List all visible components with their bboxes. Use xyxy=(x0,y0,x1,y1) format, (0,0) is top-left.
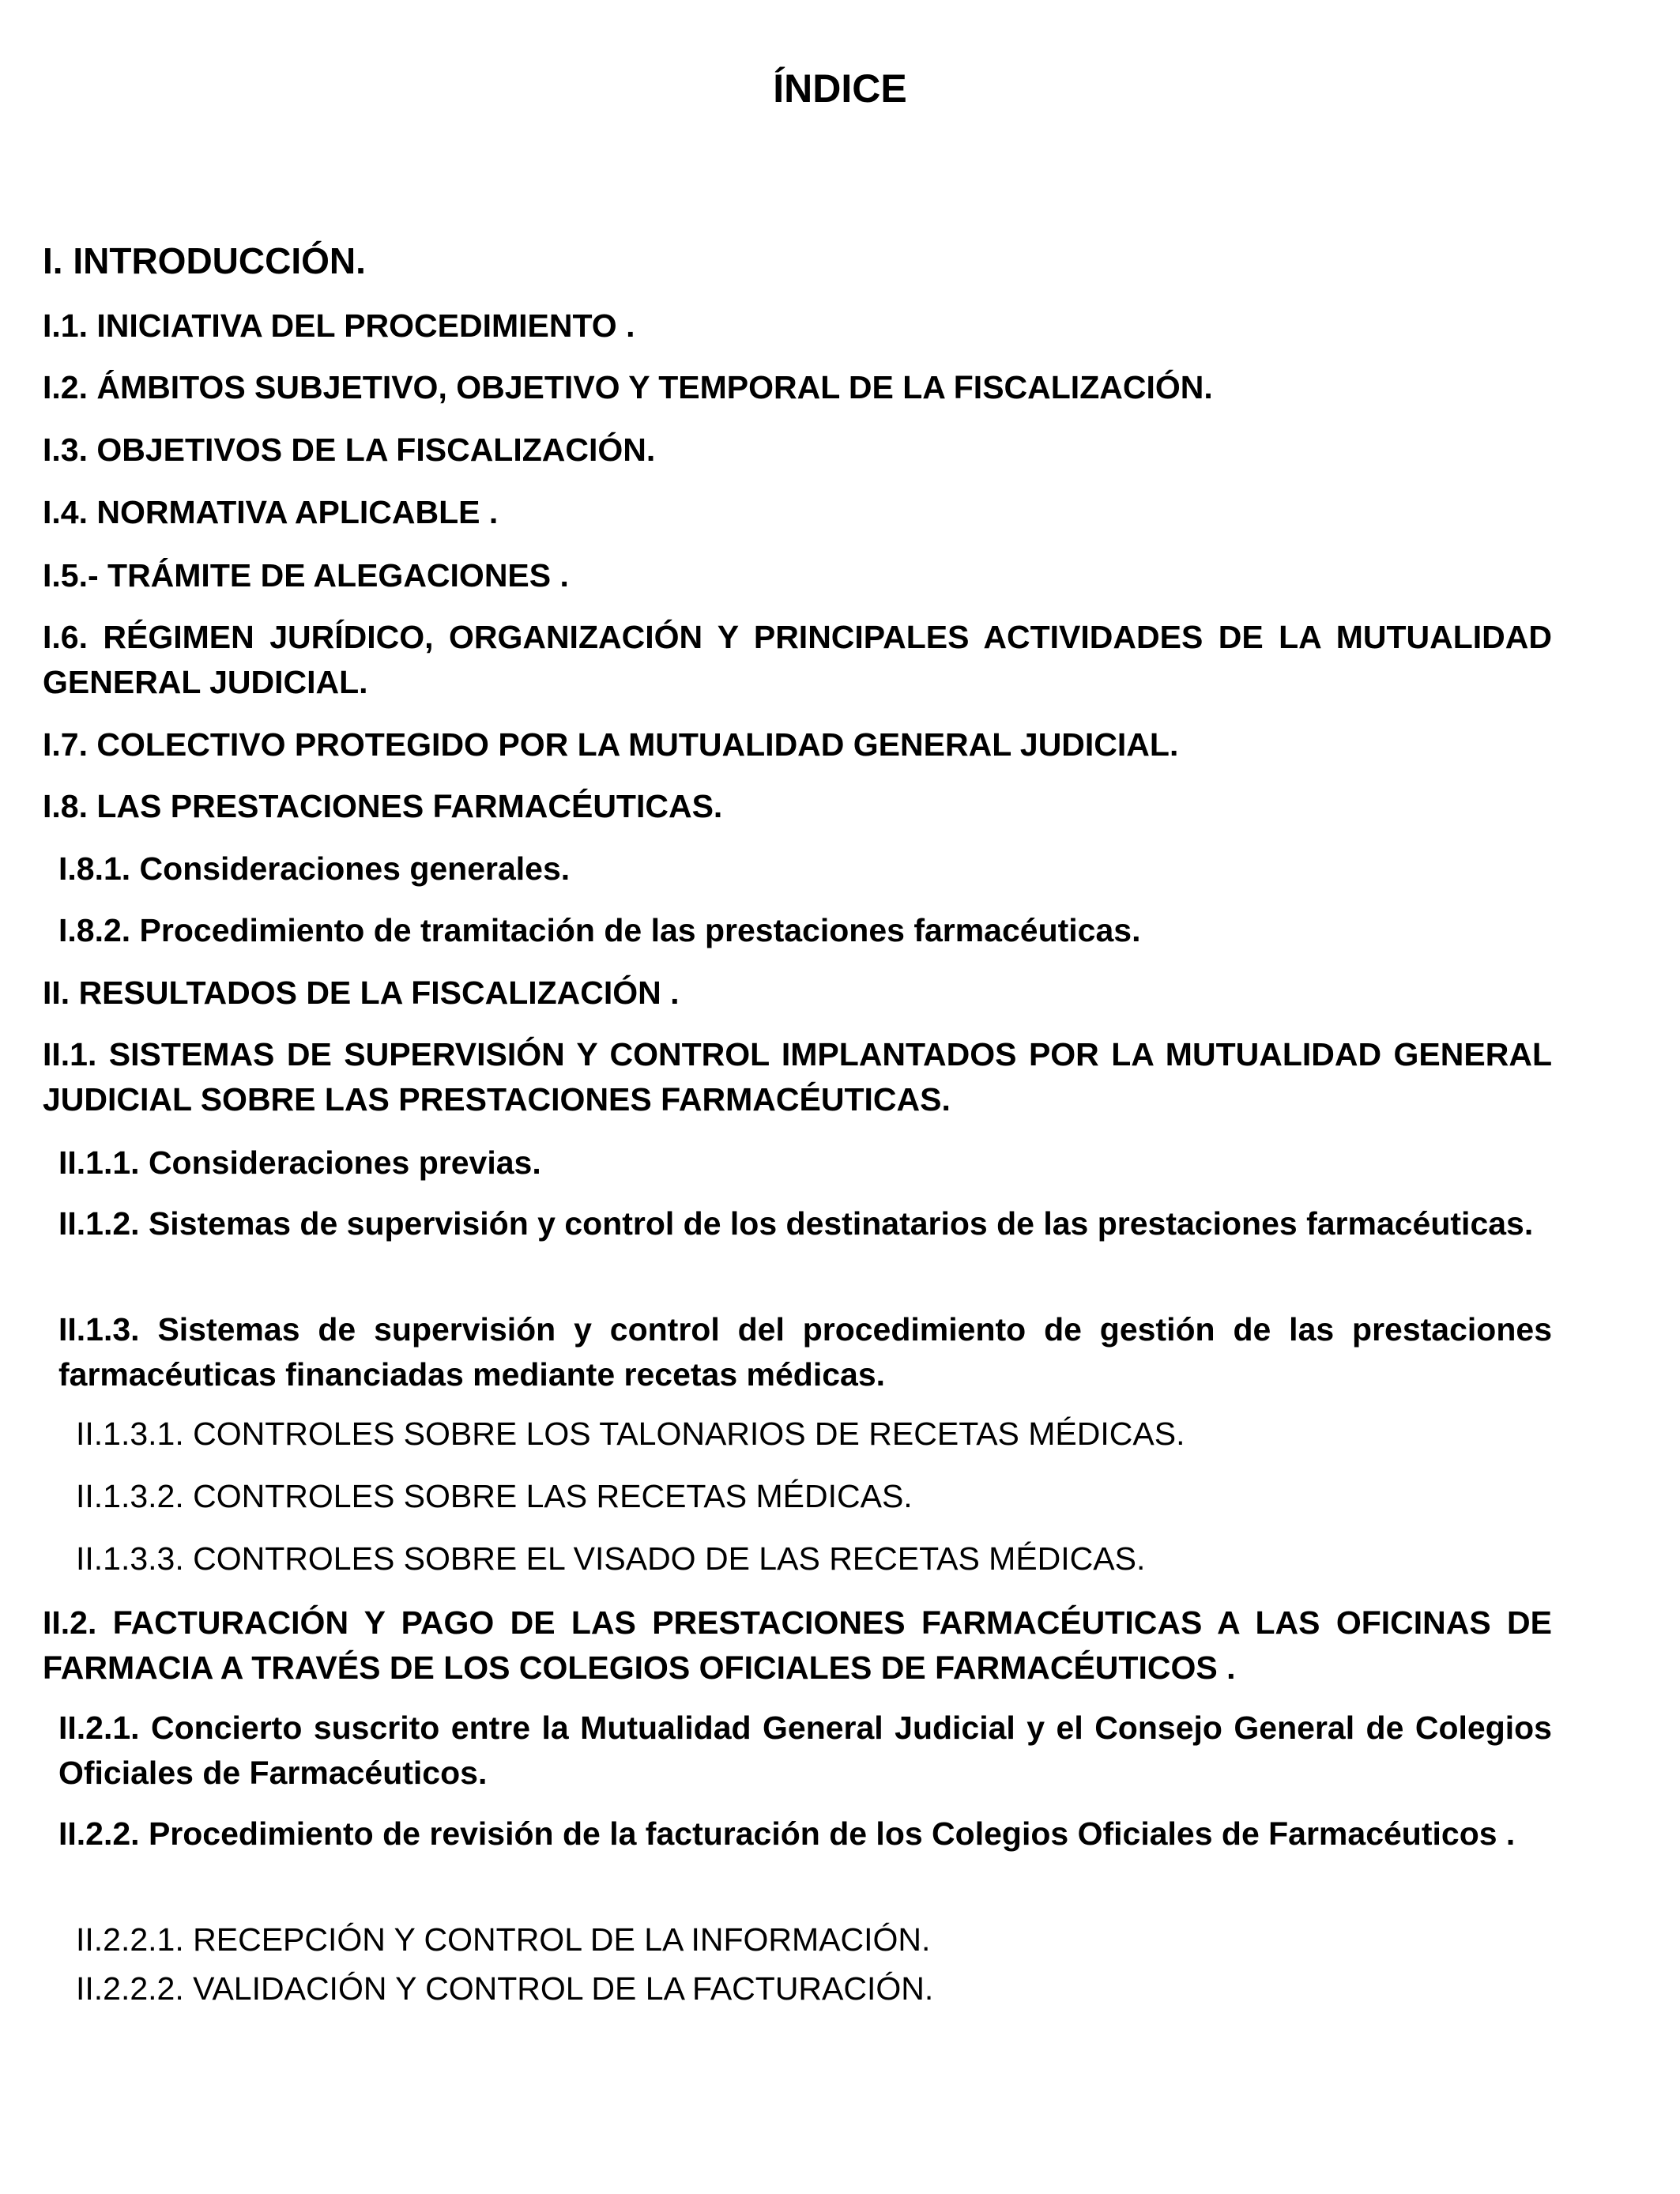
toc-entry-2-1-2: II.1.2. Sistemas de supervisión y control de los destinatarios de las prestaciones farmacéuticas. xyxy=(58,1205,1534,1242)
toc-entry-2-2-2-1: II.2.2.1. RECEPCIÓN Y CONTROL DE LA INFORMACIÓN. xyxy=(76,1921,931,1958)
toc-entry-1-8-2: I.8.2. Procedimiento de tramitación de las prestaciones farmacéuticas. xyxy=(58,912,1141,948)
toc-entry-2-2-2: II.2.2. Procedimiento de revisión de la facturación de los Colegios Oficiales de Farmacéuticos . xyxy=(58,1815,1516,1852)
toc-entry-1-4: I.4. NORMATIVA APLICABLE . xyxy=(43,494,499,530)
toc-entry-1-6: I.6. RÉGIMEN JURÍDICO, ORGANIZACIÓN Y PRINCIPALES ACTIVIDADES DE LA MUTUALIDAD GENERAL JUDICIAL. xyxy=(43,619,1552,700)
toc-entry-1-3: I.3. OBJETIVOS DE LA FISCALIZACIÓN. xyxy=(43,432,656,468)
toc-entry-1-8-1: I.8.1. Consideraciones generales. xyxy=(58,850,571,887)
toc-entry-2-2-1: II.2.1. Concierto suscrito entre la Mutualidad General Judicial y el Consejo General de Colegios Oficiales de Farmacéuticos. xyxy=(58,1710,1552,1791)
toc-entry-2-2: II.2. FACTURACIÓN Y PAGO DE LAS PRESTACIONES FARMACÉUTICAS A LAS OFICINAS DE FARMACIA A TRAVÉS DE LOS COLEGIOS OFICIALES DE FARMACÉUTICOS . xyxy=(43,1604,1552,1686)
toc-entry-2-1-3-2: II.1.3.2. CONTROLES SOBRE LAS RECETAS MÉDICAS. xyxy=(76,1478,913,1514)
toc-entry-2-1: II.1. SISTEMAS DE SUPERVISIÓN Y CONTROL IMPLANTADOS POR LA MUTUALIDAD GENERAL JUDICIAL SOBRE LAS PRESTACIONES FARMACÉUTICAS. xyxy=(43,1036,1552,1118)
page-title: ÍNDICE xyxy=(773,66,907,111)
toc-entry-section-2: II. RESULTADOS DE LA FISCALIZACIÓN . xyxy=(43,974,680,1011)
toc-entry-1-1: I.1. INICIATIVA DEL PROCEDIMIENTO . xyxy=(43,307,635,344)
toc-entry-2-1-3-1: II.1.3.1. CONTROLES SOBRE LOS TALONARIOS DE RECETAS MÉDICAS. xyxy=(76,1416,1185,1452)
toc-entry-1-8: I.8. LAS PRESTACIONES FARMACÉUTICAS. xyxy=(43,788,723,824)
toc-entry-2-1-3-3: II.1.3.3. CONTROLES SOBRE EL VISADO DE LAS RECETAS MÉDICAS. xyxy=(76,1540,1146,1577)
toc-entry-2-1-3: II.1.3. Sistemas de supervisión y control del procedimiento de gestión de las prestaciones farmacéuticas financiadas mediante recetas médicas. xyxy=(58,1311,1552,1393)
toc-entry-2-2-2-2: II.2.2.2. VALIDACIÓN Y CONTROL DE LA FACTURACIÓN. xyxy=(76,1970,934,2007)
toc-entry-1-2: I.2. ÁMBITOS SUBJETIVO, OBJETIVO Y TEMPORAL DE LA FISCALIZACIÓN. xyxy=(43,369,1213,405)
toc-entry-1-7: I.7. COLECTIVO PROTEGIDO POR LA MUTUALIDAD GENERAL JUDICIAL. xyxy=(43,726,1179,763)
toc-entry-2-1-1: II.1.1. Consideraciones previas. xyxy=(58,1144,541,1181)
toc-entry-section-1: I. INTRODUCCIÓN. xyxy=(43,240,366,281)
toc-entry-1-5: I.5.- TRÁMITE DE ALEGACIONES . xyxy=(43,557,569,594)
